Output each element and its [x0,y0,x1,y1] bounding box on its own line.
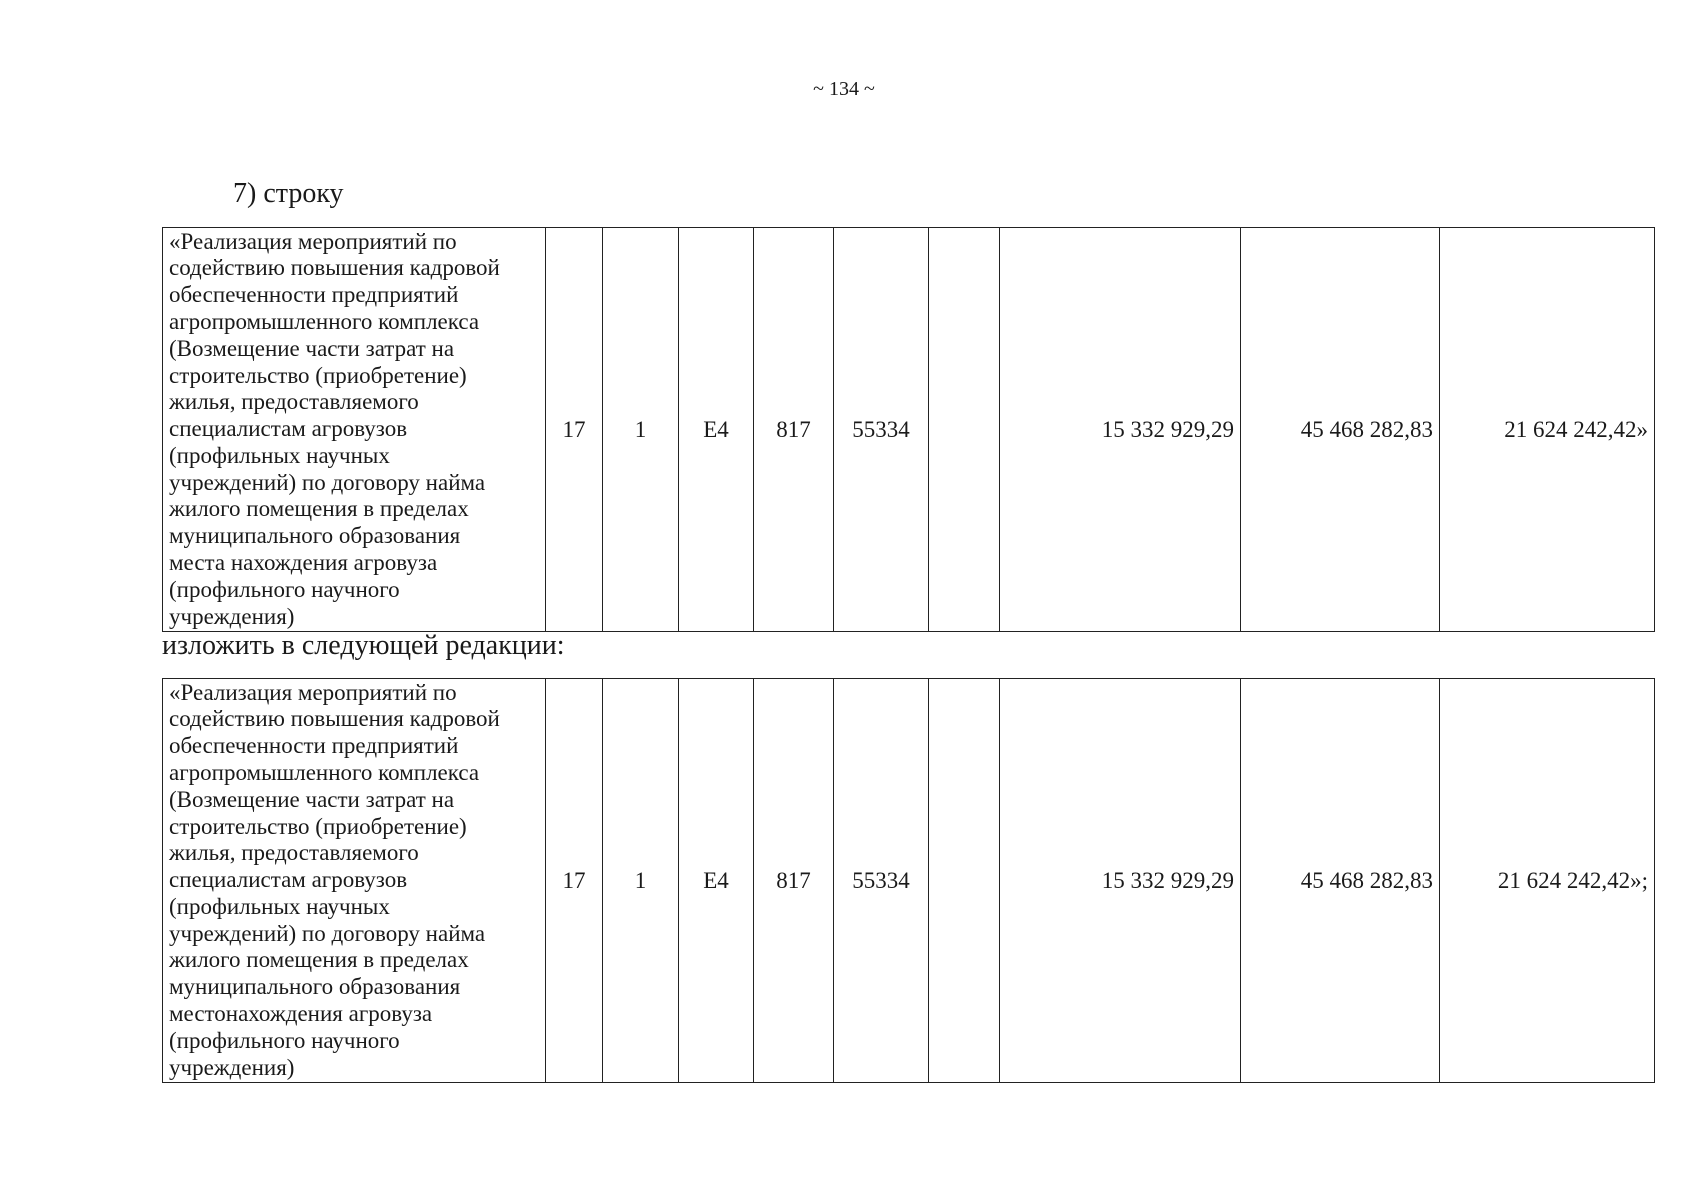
amount-cell: 45 468 282,83 [1241,679,1440,1083]
code-cell: 55334 [834,228,929,632]
code-cell: 17 [546,679,603,1083]
amount-cell: 21 624 242,42» [1440,228,1655,632]
amount-cell: 15 332 929,29 [1000,228,1241,632]
amount-cell: 21 624 242,42»; [1440,679,1655,1083]
code-cell: 1 [603,228,679,632]
code-cell: 17 [546,228,603,632]
code-cell: Е4 [679,228,754,632]
original-row-table [162,227,1655,632]
row-description: «Реализация мероприятий по содействию повышения кадровой обеспеченности предприятий агропромышленного комплекса (Возмещение части затрат на строительство (приобретение) жилья, предоставляемого специалистам агровузов (профильных научных учреждений) по договору найма жилого помещения в пределах муниципального образования местонахождения агровуза (профильного научного учреждения) [163,679,546,1083]
code-cell [929,228,1000,632]
intro-text: 7) строку [233,178,344,209]
amount-cell: 45 468 282,83 [1241,228,1440,632]
row-description: «Реализация мероприятий по содействию повышения кадровой обеспеченности предприятий агропромышленного комплекса (Возмещение части затрат на строительство (приобретение) жилья, предоставляемого специалистам агровузов (профильных научных учреждений) по договору найма жилого помещения в пределах муниципального образования места нахождения агровуза (профильного научного учреждения) [163,228,546,632]
table-row [163,679,1655,1083]
between-text: изложить в следующей редакции: [162,630,565,661]
code-cell: 817 [754,679,834,1083]
code-cell: 55334 [834,679,929,1083]
page-number: ~ 134 ~ [813,78,875,100]
code-cell [929,679,1000,1083]
revised-row-table [162,678,1655,1083]
code-cell: Е4 [679,679,754,1083]
amount-cell: 15 332 929,29 [1000,679,1241,1083]
table-row [163,228,1655,632]
code-cell: 1 [603,679,679,1083]
code-cell: 817 [754,228,834,632]
